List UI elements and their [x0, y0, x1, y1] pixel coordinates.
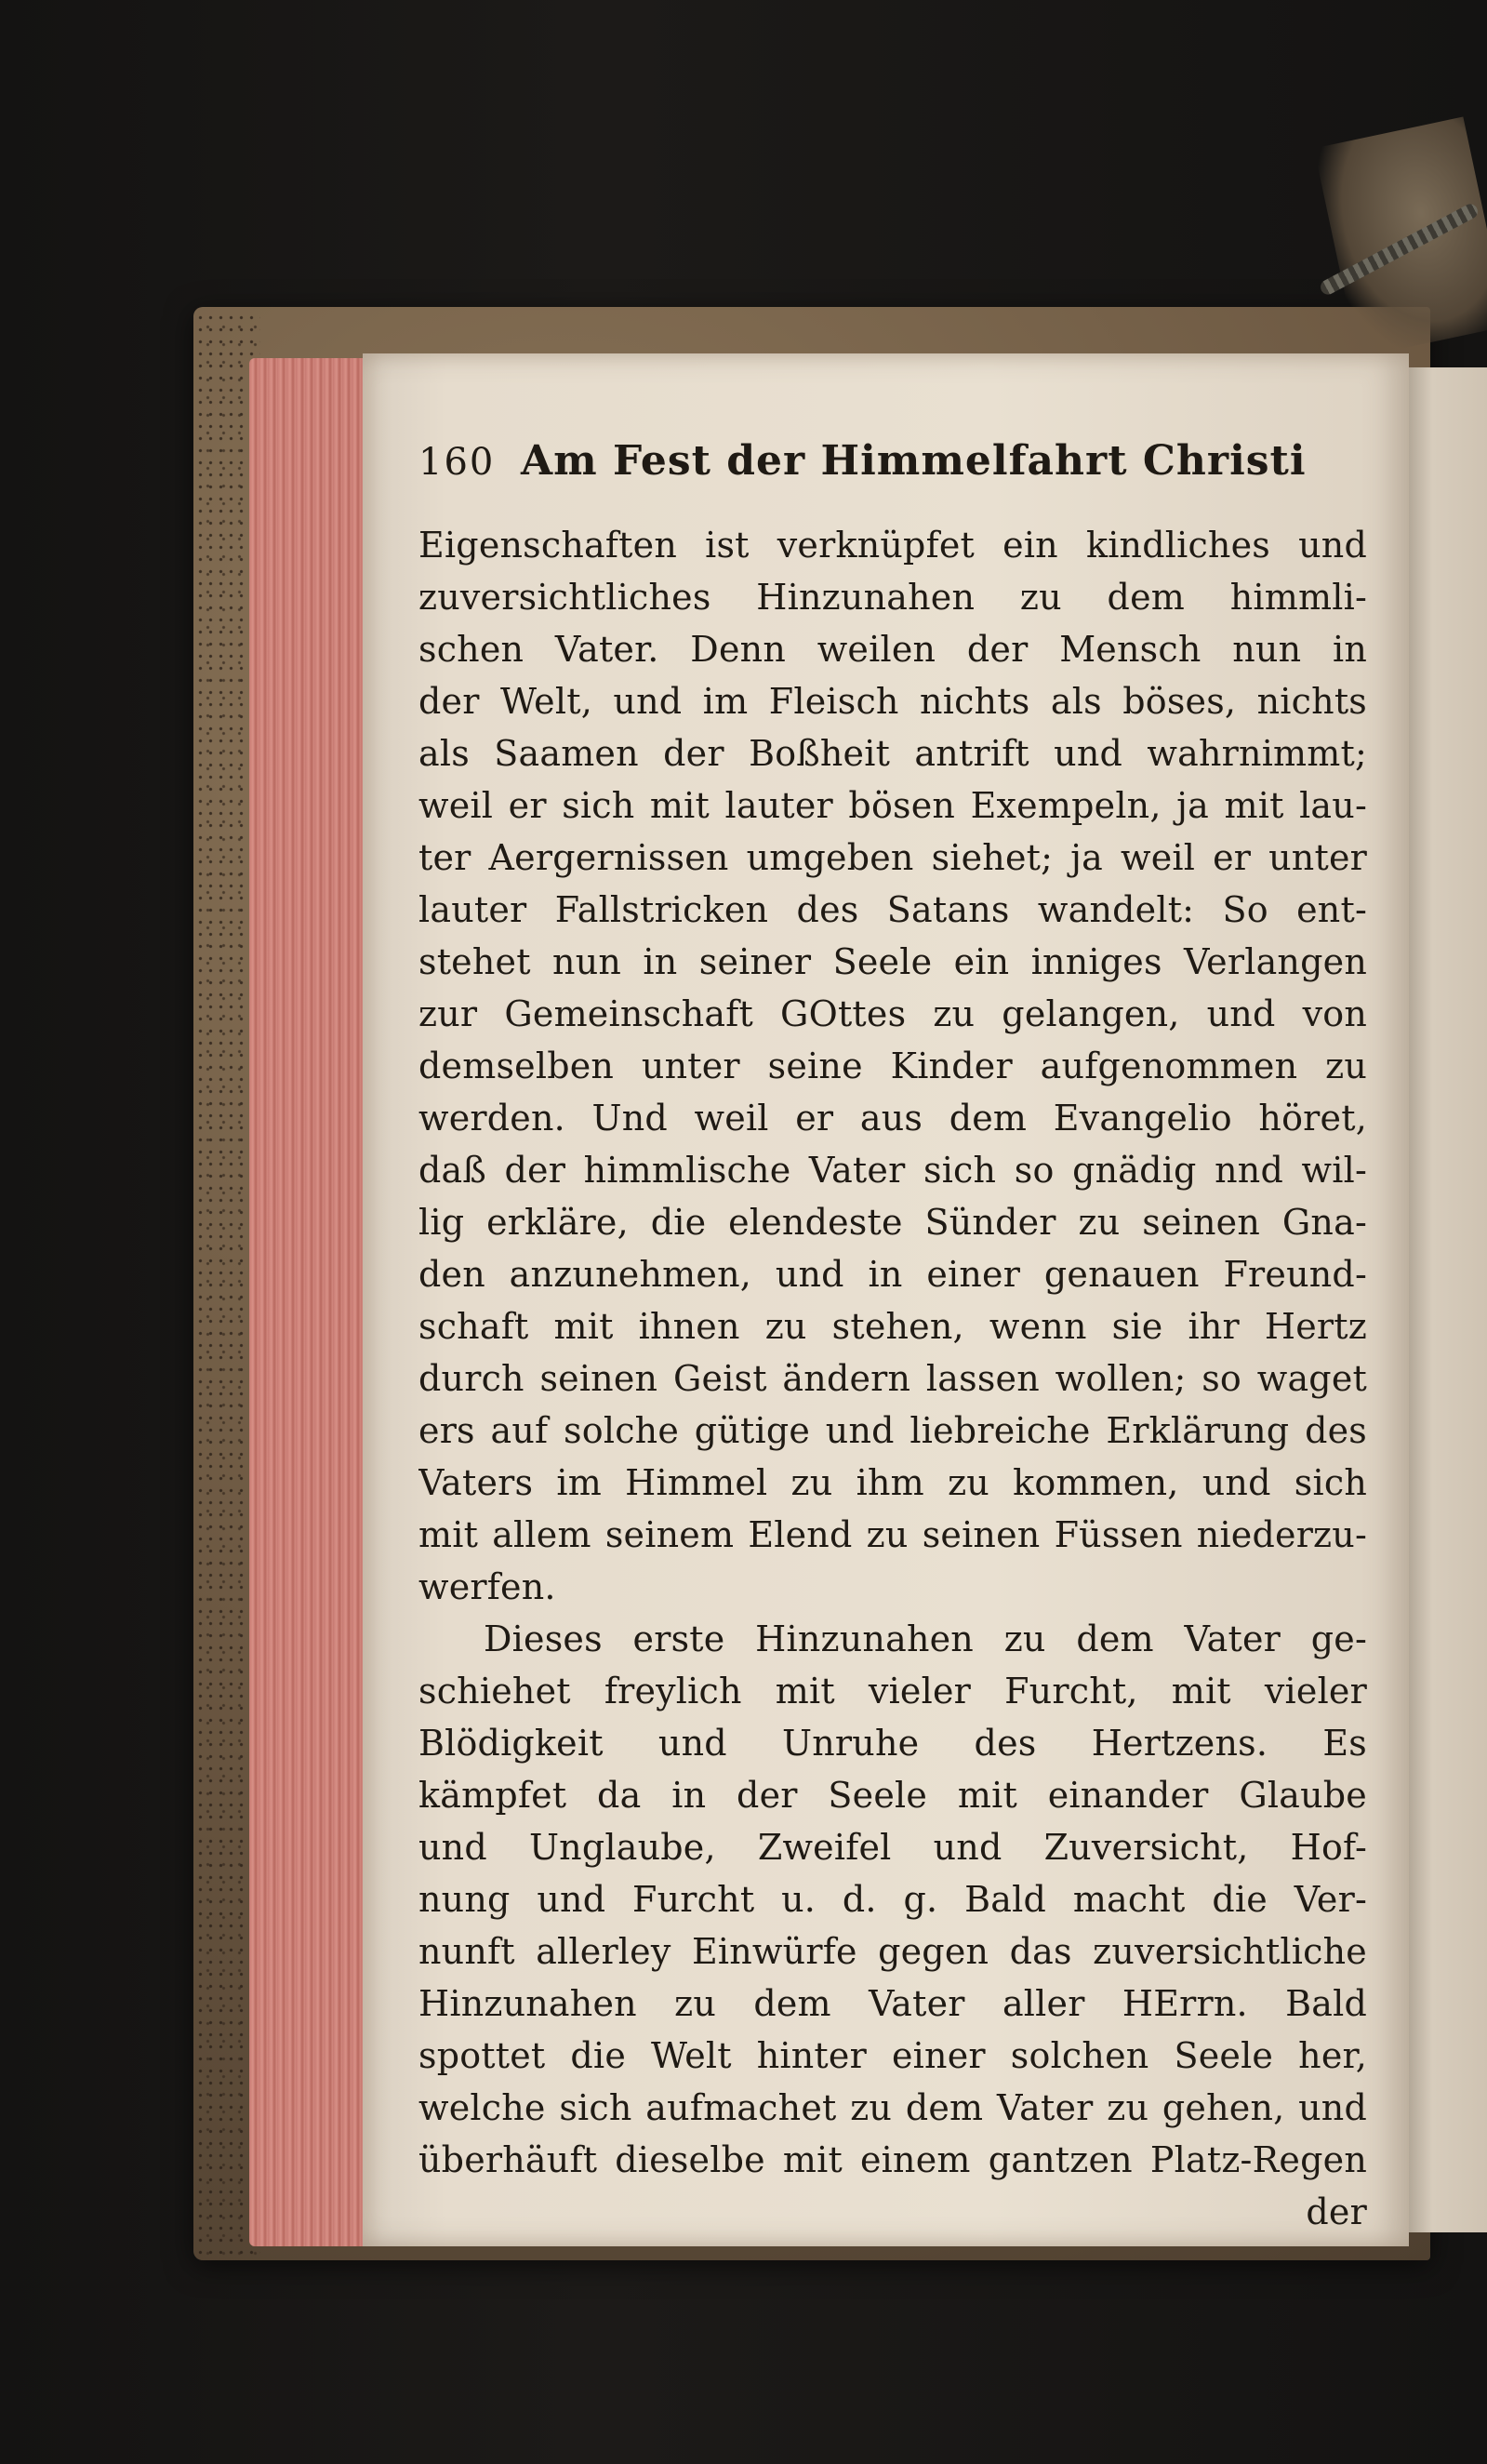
text-line: werden. Und weil er aus dem Evangelio höret, [418, 1098, 1367, 1139]
page-header [418, 437, 1367, 502]
text-line: schaft mit ihnen zu stehen, wenn sie ihr Hertz [418, 1306, 1367, 1347]
page-number: 160 [418, 441, 496, 484]
text-line: ter Aergernissen umgeben siehet; ja weil er unter [418, 837, 1367, 878]
text-line: welche sich aufmachet zu dem Vater zu gehen, und [418, 2087, 1367, 2128]
text-line: werfen. [418, 1566, 556, 1607]
page-text-block [418, 437, 1367, 2238]
body-text [418, 519, 1367, 2238]
text-line: den anzunehmen, und in einer genauen Freund- [418, 1254, 1367, 1295]
text-line: Vaters im Himmel zu ihm zu kommen, und sich [418, 1462, 1367, 1503]
text-line: lauter Fallstricken des Satans wandelt: So ent- [418, 889, 1367, 930]
text-line: Blödigkeit und Unruhe des Hertzens. Es [418, 1723, 1367, 1764]
red-page-edge [249, 358, 368, 2246]
text-line: spottet die Welt hinter einer solchen Seele her, [418, 2035, 1367, 2076]
running-title: Am Fest der Himmelfahrt Christi [521, 437, 1307, 485]
text-line: Hinzunahen zu dem Vater aller HErrn. Bald [418, 1983, 1367, 2024]
text-line: nung und Furcht u. d. g. Bald macht die Ver- [418, 1879, 1367, 1920]
paragraph-start-line: Dieses erste Hinzunahen zu dem Vater ge- [484, 1618, 1367, 1659]
text-line: und Unglaube, Zweifel und Zuversicht, Hof- [418, 1827, 1367, 1868]
catchword: der [1306, 2191, 1367, 2232]
text-line: weil er sich mit lauter bösen Exempeln, ja mit lau- [418, 785, 1367, 826]
text-line: zuversichtliches Hinzunahen zu dem himmli- [418, 577, 1367, 618]
text-line: daß der himmlische Vater sich so gnädig nnd wil- [418, 1150, 1367, 1191]
facing-page-edge [1409, 367, 1487, 2232]
text-line: lig erkläre, die elendeste Sünder zu seinen Gna- [418, 1202, 1367, 1243]
text-line: überhäuft dieselbe mit einem gantzen Platz-Regen [418, 2139, 1367, 2180]
text-line: demselben unter seine Kinder aufgenommen zu [418, 1046, 1367, 1086]
text-line: stehet nun in seiner Seele ein inniges Verlangen [418, 941, 1367, 982]
text-line: Eigenschaften ist verknüpfet ein kindliches und [418, 525, 1367, 566]
text-line: durch seinen Geist ändern lassen wollen; so waget [418, 1358, 1367, 1399]
text-line: kämpfet da in der Seele mit einander Glaube [418, 1775, 1367, 1816]
text-line: als Saamen der Boßheit antrift und wahrnimmt; [418, 733, 1367, 774]
text-line: zur Gemeinschaft GOttes zu gelangen, und von [418, 993, 1367, 1034]
text-line: mit allem seinem Elend zu seinen Füssen niederzu- [418, 1514, 1367, 1555]
text-line: ers auf solche gütige und liebreiche Erklärung des [418, 1410, 1367, 1451]
text-line: schiehet freylich mit vieler Furcht, mit vieler [418, 1671, 1367, 1711]
text-line: schen Vater. Denn weilen der Mensch nun in [418, 629, 1367, 670]
text-line: nunft allerley Einwürfe gegen das zuversichtliche [418, 1931, 1367, 1972]
text-line: der Welt, und im Fleisch nichts als böses, nichts [418, 681, 1367, 722]
